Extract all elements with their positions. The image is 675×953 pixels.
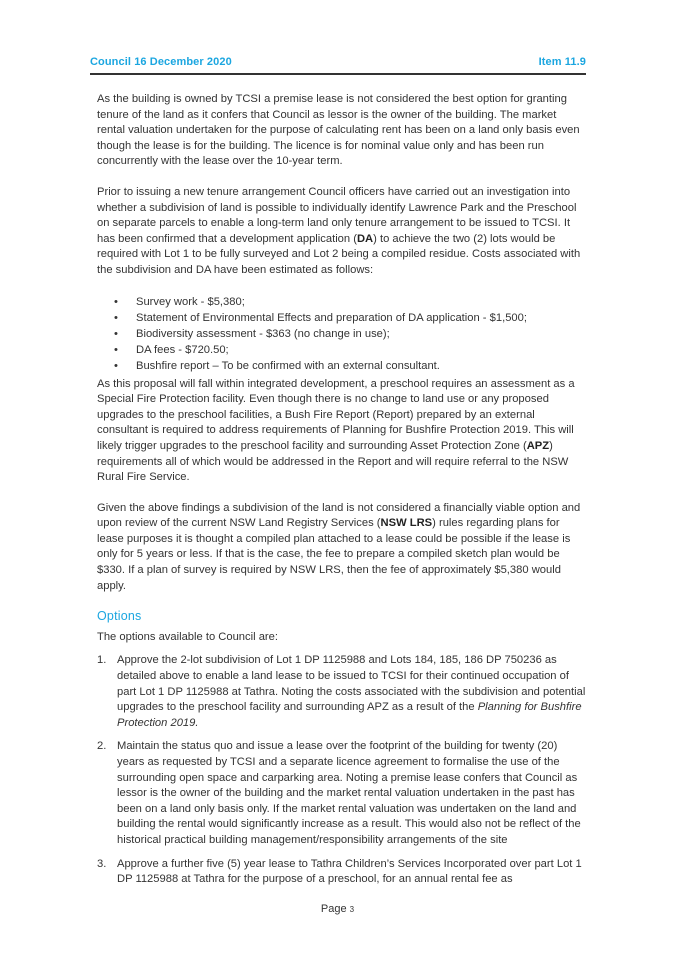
option-number: 1. bbox=[97, 654, 107, 667]
options-heading: Options bbox=[97, 609, 142, 624]
list-item: • DA fees - $720.50; bbox=[114, 343, 229, 356]
abbrev-nsw-lrs: NSW LRS bbox=[380, 517, 433, 530]
item-number: Item 11.9 bbox=[538, 56, 586, 68]
document-body bbox=[97, 92, 587, 896]
bullet-icon: • bbox=[114, 295, 118, 308]
options-intro: The options available to Council are: bbox=[97, 630, 278, 643]
page-label: Page bbox=[320, 903, 347, 915]
paragraph-findings: Given the above findings a subdivision of the land is not considered a financially viable option and upon review of the current NSW Land Registry Services (NSW LRS) rules regarding plans for lease purposes it is thought a compiled plan attached to a lease could be possible if the lease is only for 5 years or less. If that is the case, the fee to prepare a compiled sketch plan would be $330. If a plan of survey is required by NSW LRS, then the fee of approximately $5,380 would apply. bbox=[97, 501, 581, 592]
meeting-date: Council 16 December 2020 bbox=[90, 56, 232, 68]
option-item-2: 2. Maintain the status quo and issue a lease over the footprint of the building for twenty (20) years as requested by TCSI and a separate licence agreement to formalise the use of the surrounding open space and carparking area. Noting a premise lease confers that Council as lessor is the owner of the building and the market rental valuation undertaken in the past has been on a land only basis only. If the market rental valuation was undertaken on the land and building the rental would significantly increase as a result. This would also not be reflect of the historical practical building management/responsibility arrangements of the site bbox=[97, 740, 581, 846]
options-list bbox=[97, 653, 587, 887]
abbrev-apz: APZ bbox=[526, 439, 550, 452]
header-divider bbox=[90, 73, 586, 75]
page-footer bbox=[0, 903, 675, 915]
paragraph-subdivision-investigation: Prior to issuing a new tenure arrangement Council officers have carried out an investigation into whether a subdivision of land is possible to individually identify Lawrence Park and the Preschool on separate parcels to enable a long-term land only tenure arrangement to be issued to TCSI. It has been confirmed that a development application (DA) to achieve the two (2) lots would be required with Lot 1 to be fully surveyed and Lot 2 being a compiled residue. Costs associated with the subdivision and DA have been estimated as follows: bbox=[97, 185, 581, 276]
abbrev-da: DA bbox=[356, 232, 374, 245]
list-item: • Statement of Environmental Effects and preparation of DA application - $1,500; bbox=[114, 311, 527, 324]
option-item-3: 3. Approve a further five (5) year lease to Tathra Children’s Services Incorporated over part Lot 1 DP 1125988 at Tathra for the purpose of a preschool, for an annual rental fee as bbox=[97, 857, 582, 886]
option-number: 3. bbox=[97, 857, 107, 870]
bullet-icon: • bbox=[114, 343, 118, 356]
option-item-1: 1. Approve the 2-lot subdivision of Lot 1 DP 1125988 and Lots 184, 185, 186 DP 750236 as detailed above to enable a land lease to be issued to TCSI for their continued occupation of part Lot 1 DP 1125988 at Tathra. Noting the costs associated with the subdivision and potential upgrades to the preschool facility and surrounding APZ as a result of the Planning for Bushfire Protection 2019. bbox=[97, 654, 586, 729]
list-item: • Biodiversity assessment - $363 (no change in use); bbox=[114, 327, 390, 340]
paragraph-premise-lease: As the building is owned by TCSI a premise lease is not considered the best option for granting tenure of the land as it confers that Council as lessor is the owner of the building. The market rental valuation undertaken for the purpose of calculating rent has been on a land only basis even though the lease is for the building. The licence is for nominal value only and has been run concurrently with the lease over the 10-year term. bbox=[97, 93, 580, 168]
bullet-icon: • bbox=[114, 327, 118, 340]
page-header bbox=[90, 52, 586, 72]
bullet-icon: • bbox=[114, 311, 118, 324]
list-item: • Survey work - $5,380; bbox=[114, 295, 245, 308]
paragraph-bushfire: As this proposal will fall within integrated development, a preschool requires an assessment as a Special Fire Protection facility. Even though there is no change to land use or any proposed upgrades to the preschool facilities, a Bush Fire Report (Report) prepared by an external consultant is required to address requirements of Planning for Bushfire Protection 2019. This will likely trigger upgrades to the preschool facility and surrounding Asset Protection Zone (APZ) requirements all of which would be addressed in the Report and will require referral to the NSW Rural Fire Service. bbox=[97, 377, 575, 484]
page-number: 3 bbox=[349, 905, 355, 914]
cost-list bbox=[97, 294, 587, 374]
option-number: 2. bbox=[97, 740, 107, 753]
bullet-icon: • bbox=[114, 359, 118, 372]
list-item: • Bushfire report – To be confirmed with an external consultant. bbox=[114, 359, 440, 372]
